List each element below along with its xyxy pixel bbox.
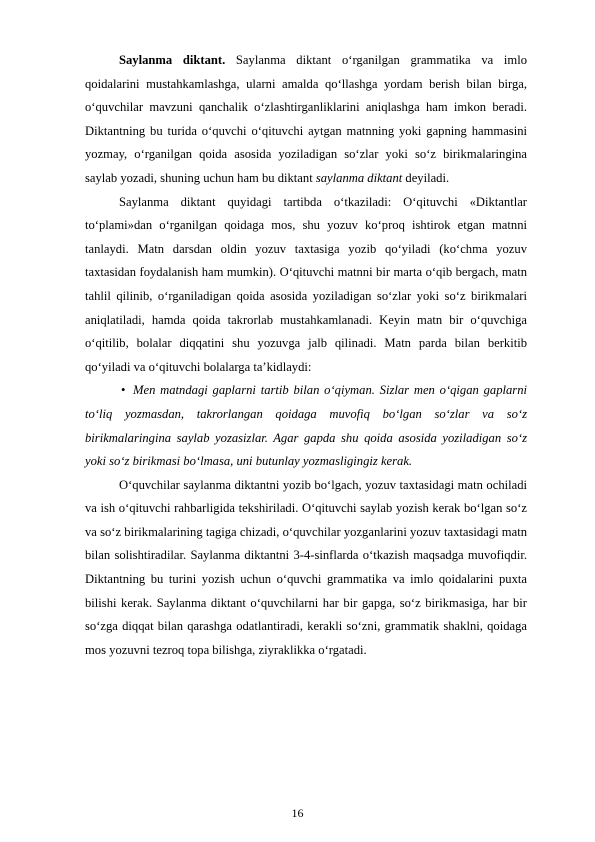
bullet-text: Men matndagi gaplarni tartib bilan o‘qiyman. Sizlar men o‘qigan gaplarni to‘liq yozmasdan, takrorlangan qoidaga muvofiq bo‘lgan so‘zlar va so‘z birikmalaringina saylab yozasizlar. Agar gapda shu qoida asosida yoziladigan so‘z yoki so‘z birikmasi bo‘lmasa, uni butunlay yozmasligingiz kerak.: [85, 383, 527, 469]
paragraph-intro-text: Saylanma diktant o‘rganilgan grammatika va imlo qoidalarini mustahkamlashga, ularni amalda qo‘llashga yordam berish bilan birga, o‘quvchilar mavzuni qanchalik o‘zlashtirganliklarini aniqlashga ham imkon beradi. Diktantning bu turida o‘quvchi o‘qituvchi aytgan matnning yoki gapning hammasini yozmay, o‘rganilgan qoida asosida yoziladigan so‘zlar yoki so‘z birikmalaringina saylab yozadi, shuning uchun ham bu diktant: [85, 53, 527, 185]
paragraph-procedure: Saylanma diktant quyidagi tartibda o‘tkaziladi: O‘qituvchi «Diktantlar to‘plami»dan o‘rganilgan qoidaga mos, shu yozuv ko‘proq ishtirok etgan matnni tanlaydi. Matn darsdan oldin yozuv taxtasiga yozib qo‘yiladi (ko‘chma yozuv taxtasidan foydalanish ham mumkin). O‘qituvchi matnni bir marta o‘qib bergach, matn tahlil qilinib, o‘rganiladigan qoida asosida yoziladigan so‘zlar yoki so‘z birikmalari aniqlatiladi, hamda qoida takrorlab mustahkamlanadi. Keyin matn bir o‘quvchiga o‘qitilib, bolalar diqqatini shu yozuvga jalb qilinadi. Matn parda bilan berkitib qo‘yiladi va o‘qituvchi bolalarga ta’kidlaydi:: [85, 194, 527, 374]
italic-term: saylanma diktant: [315, 170, 403, 185]
page-content: [85, 49, 527, 662]
paragraph-intro: [85, 49, 527, 191]
bullet-item: [85, 379, 527, 473]
paragraph-intro-tail: deyiladi.: [402, 170, 450, 185]
section-heading: Saylanma diktant.: [119, 53, 226, 67]
bullet-marker: •: [121, 383, 126, 398]
paragraph-conclusion: O‘quvchilar saylanma diktantni yozib bo‘lgach, yozuv taxtasidagi matn ochiladi va ish o‘qituvchi rahbarligida tekshiriladi. O‘qituvchi saylab yozish kerak bo‘lgan so‘z va so‘z birikmalarining tagiga chizadi, o‘quvchilar yozganlarini yozuv taxtasidagi matn bilan solishtiradilar. Saylanma diktantni 3-4-sinflarda o‘tkazish maqsadga muvofiqdir. Diktantning bu turini yozish uchun o‘quvchi grammatika va imlo qoidalarini puxta bilishi kerak. Saylanma diktant o‘quvchilarni har bir gapga, so‘z birikmasiga, har bir so‘zga diqqat bilan qarashga odatlantiradi, kerakli so‘zni, grammatik shaklni, qoidaga mos yozuvni tezroq topa bilishga, ziyraklikka o‘rgatadi.: [85, 477, 527, 657]
page-number: 16: [291, 806, 304, 820]
